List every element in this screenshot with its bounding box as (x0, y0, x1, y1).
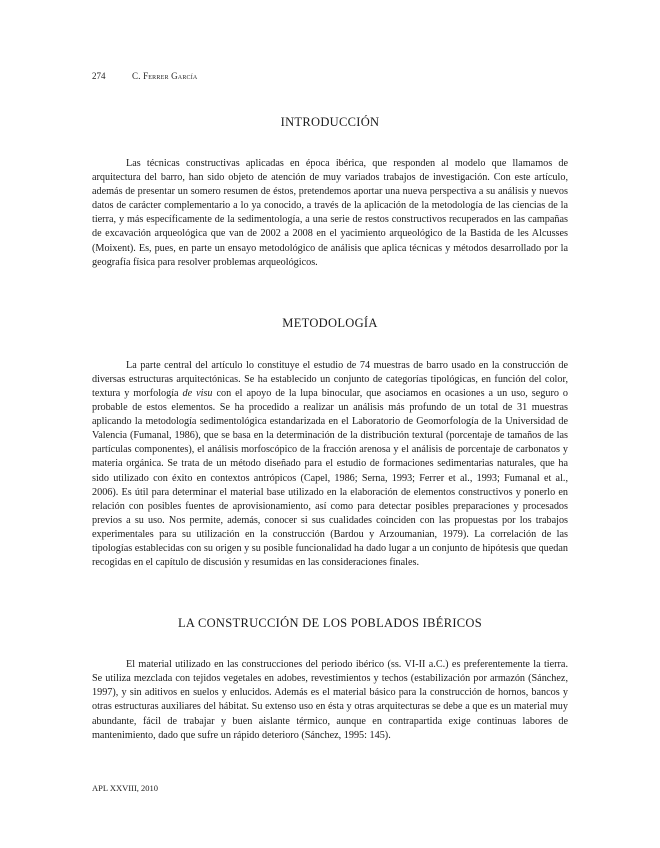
journal-footer: APL XXVIII, 2010 (92, 783, 159, 793)
page-number: 274 (92, 71, 106, 81)
paragraph-introduccion: Las técnicas constructivas aplicadas en época ibérica, que responden al modelo que llamamos de arquitectura del barro, han sido objeto de atención de muy variados trabajos de investigación. Con este artículo, además de presentar un somero resumen de éstos, pretendemos aportar una nueva perspectiva a su análisis y nuevos datos de carácter complementario a lo ya conocido, a través de la aplicación de la metodología de las ciencias de la tierra, y más específicamente de la sedimentología, a una serie de restos constructivos recuperados en las campañas de excavación arqueológica que van de 2002 a 2008 en el yacimiento arqueológico de la Bastida de les Alcusses (Moixent). Es, pues, en parte un ensayo metodológico de análisis que aplica técnicas y métodos desarrollado por la geografía física para resolver problemas arqueológicos. (92, 158, 568, 268)
section-heading-construccion: LA CONSTRUCCIÓN DE LOS POBLADOS IBÉRICOS (177, 616, 483, 631)
paragraph-construccion: El material utilizado en las construcciones del periodo ibérico (ss. VI-II a.C.) es preferentemente la tierra. Se utiliza mezclada con tejidos vegetales en adobes, revestimientos y techos (estabilización por armazón (Sánchez, 1997), y sin aditivos en suelos y enlucidos. Además es el material básico para la construcción de hornos, bancos y otras estructuras auxiliares del hábitat. Su extenso uso en ésta y otras arquitecturas se debe a que es un material muy abundante, fácil de trabajar y buen aislante térmico, aunque en contrapartida exige continuas labores de mantenimiento, dado que sufre un rápido deterioro (Sánchez, 1995: 145). (92, 659, 568, 741)
italic-term: de visu (182, 387, 213, 399)
paragraph-metodologia (92, 359, 568, 570)
section-heading-metodologia: METODOLOGÍA (282, 315, 378, 330)
running-header (92, 70, 197, 82)
paragraph-metodologia-part-2: con el apoyo de la lupa binocular, que asociamos en ocasiones a un uso, seguro o probable de estos elementos. Se ha procedido a realizar un análisis más profundo de un total de 31 muestras aplicando la metodología sedimentológica estandarizada en el Laboratorio de Geomorfología de la Universidad de Valencia (Fumanal, 1986), que se basa en la determinación de la distribución textural (porcentaje de tamaños de las partículas componentes), el análisis morfoscópico de la fracción arenosa y el análisis de porcentaje de carbonatos y materia orgánica. Se trata de un método diseñado para el estudio de formaciones sedimentarias naturales, que ha sido utilizado con éxito en contextos antrópicos (Capel, 1986; Serna, 1993; Ferrer et al., 1993; Fumanal et al., 2006). Es útil para determinar el material base utilizado en la elaboración de elementos constructivos y ponerlo en relación con posibles fuentes de aprovisionamiento, así como para detectar posibles preparaciones y procesados previos a su uso. Nos permite, además, conocer si sus cualidades coinciden con las propuestas por los trabajos experimentales para su utilización en la construcción (Bardou y Arzoumanian, 1979). La correlación de las tipologías establecidas con su origen y su posible funcionalidad ha dado lugar a un conjunto de hipótesis que quedan recogidas en el capítulo de discusión y resumidas en las consideraciones finales. (92, 387, 568, 569)
main-text (92, 110, 568, 743)
paragraph-metodologia-part-1: La parte central del artículo lo constituye el estudio de 74 muestras de barro usado en la construcción de diversas estructuras arquitectónicas. Se ha establecido un conjunto de categorías tipológicas, en función del color, textura y morfología (92, 359, 568, 399)
author-name: C. Ferrer García (132, 71, 198, 81)
section-heading-introduccion: INTRODUCCIÓN (280, 115, 380, 129)
